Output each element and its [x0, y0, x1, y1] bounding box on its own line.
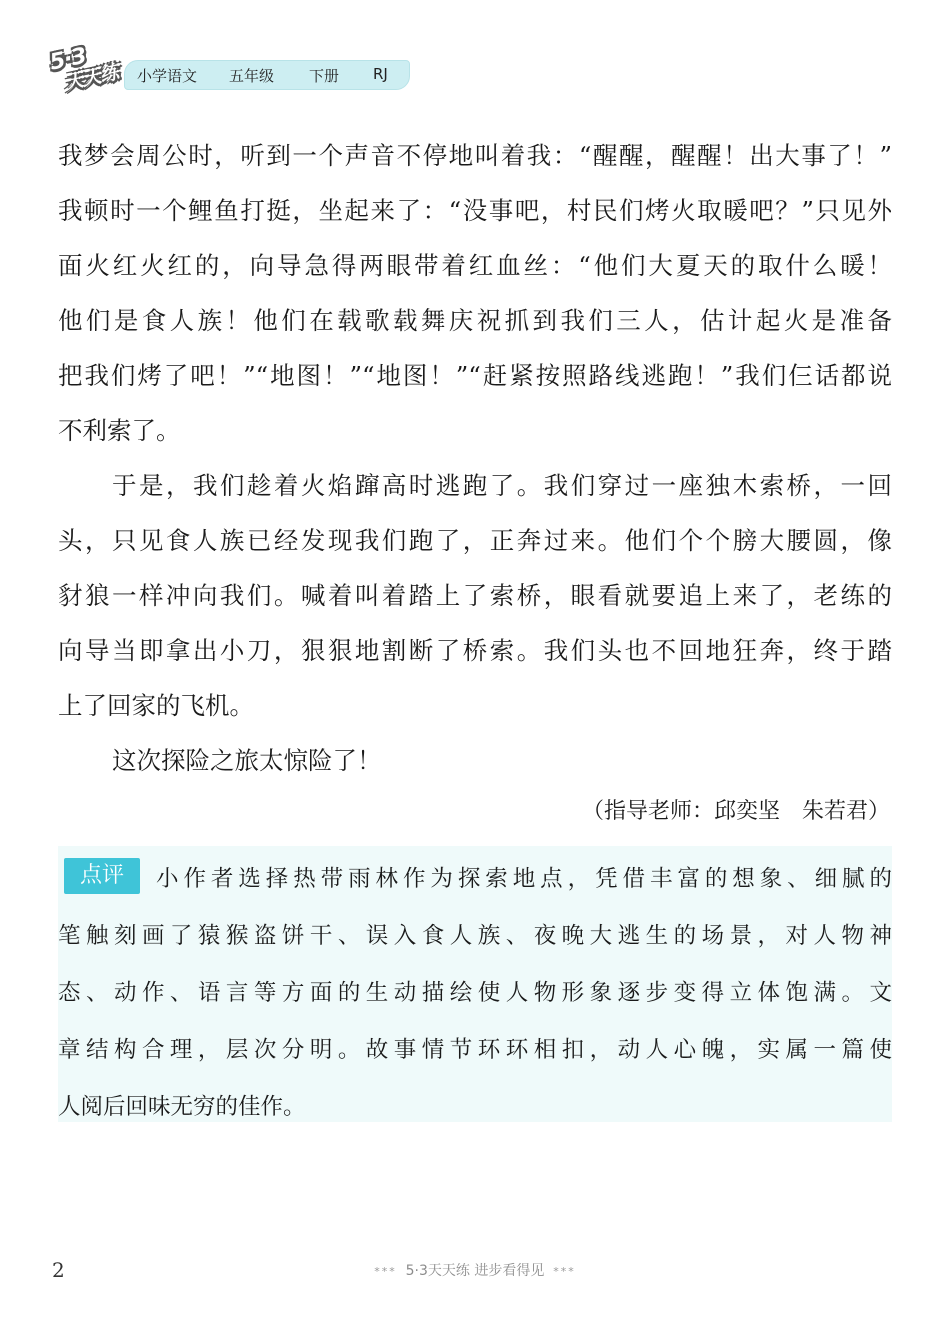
- review-line: 态、动作、语言等方面的生动描绘使人物形象逐步变得立体饱满。文: [58, 980, 892, 1006]
- logo-text: [48, 40, 120, 96]
- text-line: 他们是食人族！他们在载歌载舞庆祝抓到我们三人，估计起火是准备: [58, 306, 892, 335]
- page-number: 2: [52, 1258, 65, 1282]
- volume-label: 下册: [309, 67, 340, 85]
- subject-label: 小学语文: [137, 67, 198, 85]
- text-line: 这次探险之旅太惊险了！: [112, 746, 382, 775]
- review-line: 章结构合理，层次分明。故事情节环环相扣，动人心魄，实属一篇使: [58, 1037, 892, 1063]
- review-line: 人阅后回味无穷的佳作。: [58, 1094, 306, 1120]
- essay-body: [58, 128, 892, 788]
- paragraph-2: [58, 458, 892, 733]
- slogan-text: 5·3天天练 进步看得见: [405, 1263, 545, 1279]
- edition-label: RJ: [373, 65, 388, 83]
- logo-line1: 5·3: [47, 43, 89, 76]
- review-badge: 点评: [64, 858, 140, 894]
- text-line: 上了回家的飞机。: [58, 691, 254, 720]
- book-info-tag: [124, 60, 410, 90]
- review-box: [58, 846, 892, 1122]
- text-line: 豺狼一样冲向我们。喊着叫着踏上了索桥，眼看就要追上来了，老练的: [58, 581, 892, 610]
- signature: （指导老师：邱奕坚 朱若君）: [581, 799, 890, 824]
- text-line: 我顿时一个鲤鱼打挺，坐起来了：“没事吧，村民们烤火取暖吧？”只见外: [58, 196, 892, 225]
- text-line: 头，只见食人族已经发现我们跑了，正奔过来。他们个个膀大腰圆，像: [58, 526, 892, 555]
- text-line: 面火红火红的，向导急得两眼带着红血丝：“他们大夏天的取什么暖！: [58, 251, 892, 280]
- text-line: 于是，我们趁着火焰蹿高时逃跑了。我们穿过一座独木索桥，一回: [112, 471, 892, 500]
- text-line: 不利索了。: [58, 416, 181, 445]
- logo: [48, 42, 122, 98]
- stars-right: ***: [553, 1265, 576, 1278]
- text-line: 我梦会周公时，听到一个声音不停地叫着我：“醒醒，醒醒！出大事了！”: [58, 141, 892, 170]
- logo-line2: 天天练: [62, 61, 120, 95]
- stars-left: ***: [374, 1265, 397, 1278]
- review-line: 小作者选择热带雨林作为探索地点，凭借丰富的想象、细腻的: [156, 866, 892, 892]
- text-line: 把我们烤了吧！”“地图！”“地图！”“赶紧按照路线逃跑！”我们仨话都说: [58, 361, 892, 390]
- text-line: 向导当即拿出小刀，狠狠地割断了桥索。我们头也不回地狂奔，终于踏: [58, 636, 892, 665]
- paragraph-3: [58, 733, 892, 788]
- review-text: [58, 851, 892, 1136]
- footer-slogan: [0, 1260, 950, 1280]
- grade-label: 五年级: [229, 67, 275, 85]
- review-line: 笔触刻画了猿猴盗饼干、误入食人族、夜晚大逃生的场景，对人物神: [58, 923, 892, 949]
- paragraph-1: [58, 128, 892, 458]
- header: [48, 42, 448, 102]
